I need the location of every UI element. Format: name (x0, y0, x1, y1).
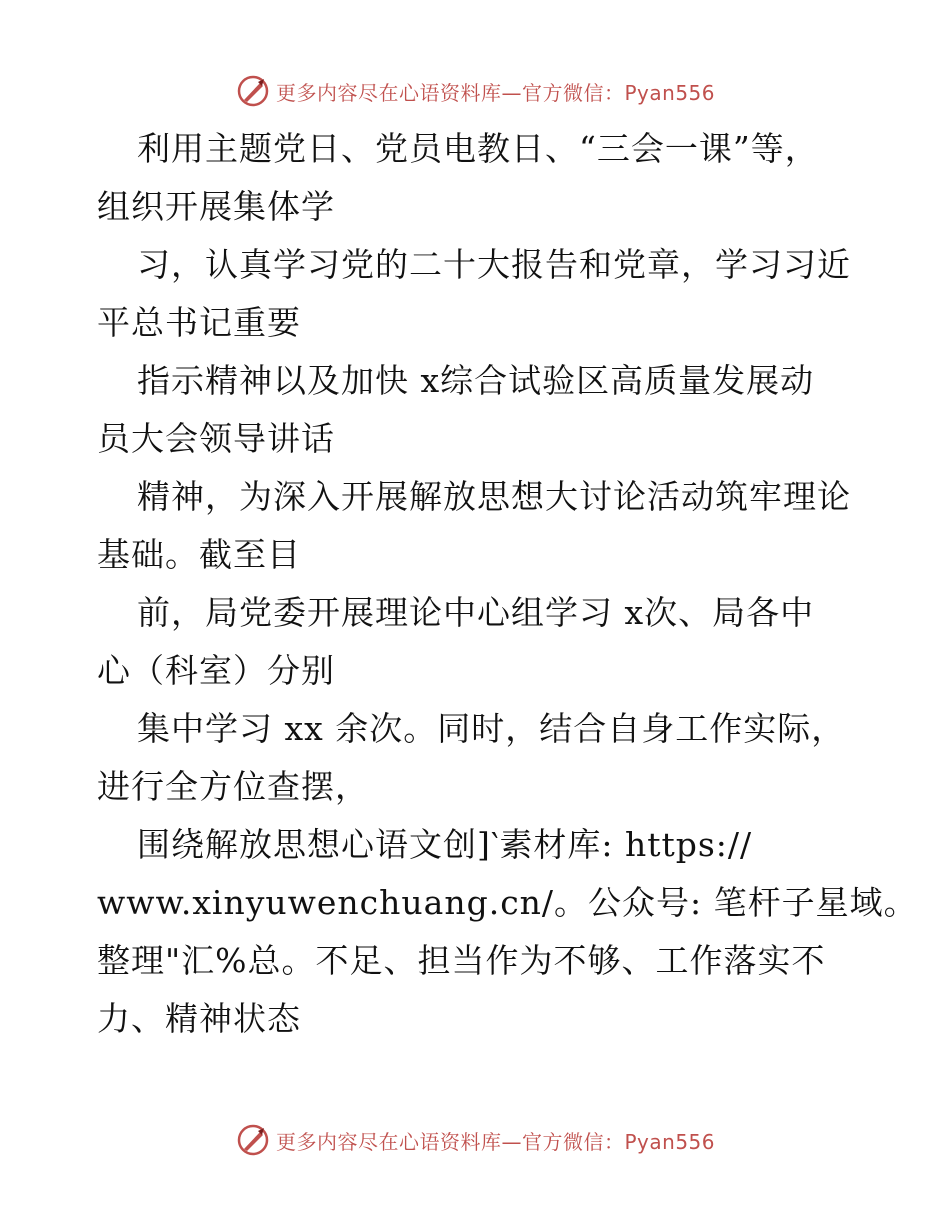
body-line-10: 心（科室）分别 (97, 651, 335, 690)
header-banner-text: 更多内容尽在心语资料库—官方微信：Pyan556 (276, 80, 716, 105)
body-line-5: 指示精神以及加快 x综合试验区高质量发展动 (137, 361, 815, 400)
body-line-9: 前，局党委开展理论中心组学习 x次、局各中 (137, 593, 815, 632)
body-line-14: www.xinyuwenchuang.cn/。公众号: 笔杆子星域。 (97, 883, 918, 922)
footer-banner-text: 更多内容尽在心语资料库—官方微信：Pyan556 (276, 1129, 716, 1154)
body-line-4: 平总书记重要 (97, 303, 301, 342)
quill-logo-icon (236, 1123, 270, 1157)
body-line-2: 组织开展集体学 (97, 187, 335, 226)
body-line-15: 整理"汇%总。不足、担当作为不够、工作落实不 (97, 941, 826, 980)
body-line-1: 利用主题党日、党员电教日、“三会一课”等， (137, 129, 819, 168)
body-line-16: 力、精神状态 (97, 999, 301, 1038)
quill-logo-icon (236, 74, 270, 108)
header-banner (236, 71, 715, 111)
footer-banner (236, 1120, 715, 1160)
body-line-11: 集中学习 xx 余次。同时，结合自身工作实际， (137, 709, 846, 748)
body-line-3: 习，认真学习党的二十大报告和党章，学习习近 (137, 245, 851, 284)
body-line-6: 员大会领导讲话 (97, 419, 335, 458)
body-line-8: 基础。截至目 (97, 535, 301, 574)
body-line-7: 精神，为深入开展解放思想大讨论活动筑牢理论 (137, 477, 851, 516)
body-line-13: 围绕解放思想心语文创]‵素材库: https:// (137, 825, 753, 864)
document-body (97, 120, 918, 1048)
body-line-12: 进行全方位查摆， (97, 767, 369, 806)
